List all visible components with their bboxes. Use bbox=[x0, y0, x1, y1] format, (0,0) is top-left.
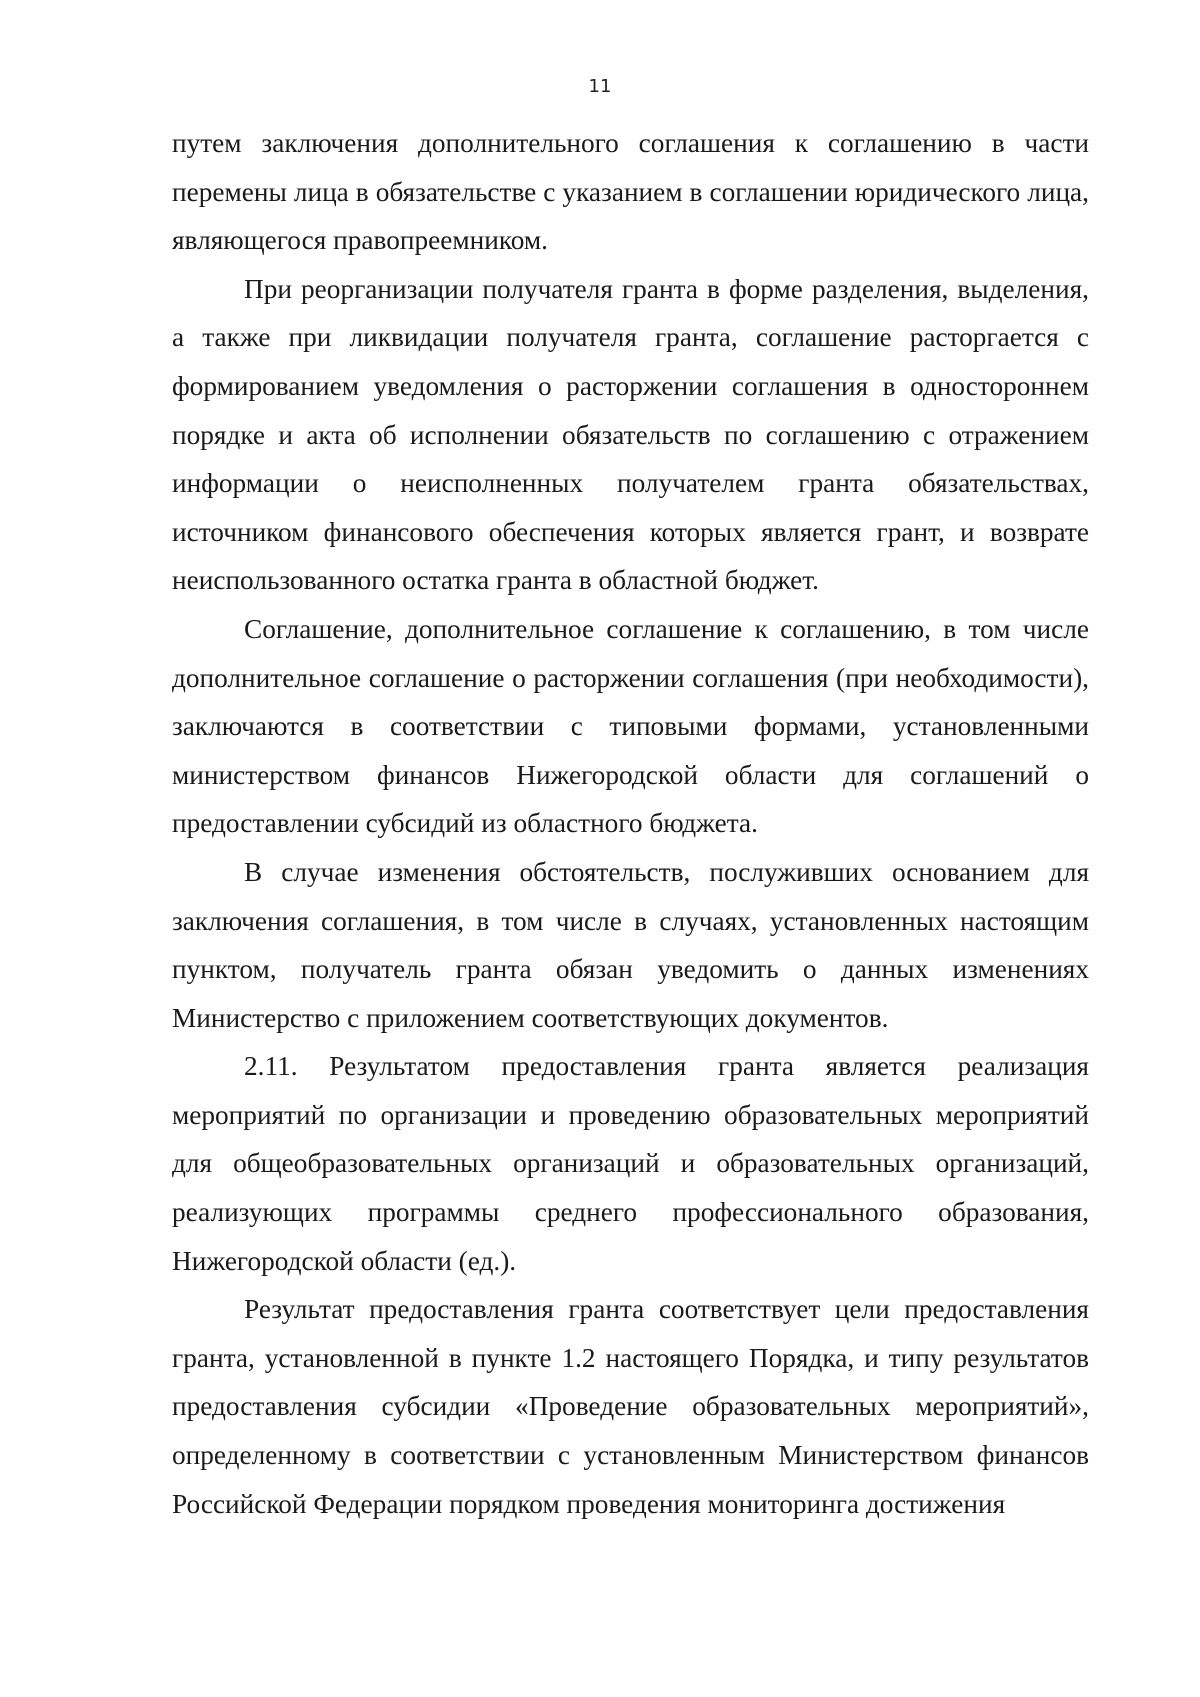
paragraph-reorganization: При реорганизации получателя гранта в форме разделения, выделения, а также при ликвидации получателя гранта, соглашение расторгается с формированием уведомления о расторжении соглашения в одностороннем порядке и акта об исполнении обязательств по соглашению с отражением информации о неисполненных получателем гранта обязательствах, источником финансового обеспечения которых является грант, и возврате неиспользованного остатка гранта в областной бюджет. bbox=[172, 273, 1089, 596]
paragraph-continuation: путем заключения дополнительного соглашения к соглашению в части перемены лица в обязательстве с указанием в соглашении юридического лица, являющегося правопреемником. bbox=[172, 128, 1089, 256]
page-number: 11 bbox=[588, 76, 612, 97]
paragraph-change-notification: В случае изменения обстоятельств, послуживших основанием для заключения соглашения, в том числе в случаях, установленных настоящим пунктом, получатель гранта обязан уведомить о данных изменениях Министерство с приложением соответствующих документов. bbox=[172, 856, 1089, 1033]
paragraph-section-2-11: 2.11. Результатом предоставления гранта является реализация мероприятий по организации и проведению образовательных мероприятий для общеобразовательных организаций и образовательных организаций, реализующих программы среднего профессионального образования, Нижегородской области (ед.). bbox=[172, 1051, 1089, 1276]
paragraph-grant-result: Результат предоставления гранта соответствует цели предоставления гранта, установленной в пункте 1.2 настоящего Порядка, и типу результатов предоставления субсидии «Проведение образовательных мероприятий», определенному в соответствии с установленным Министерством финансов Российской Федерации порядком проведения мониторинга достижения bbox=[172, 1294, 1089, 1519]
document-body bbox=[172, 119, 1089, 1528]
paragraph-agreement-forms: Соглашение, дополнительное соглашение к соглашению, в том числе дополнительное соглашение о расторжении соглашения (при необходимости), заключаются в соответствии с типовыми формами, установленными министерством финансов Нижегородской области для соглашений о предоставлении субсидий из областного бюджета. bbox=[172, 613, 1089, 839]
